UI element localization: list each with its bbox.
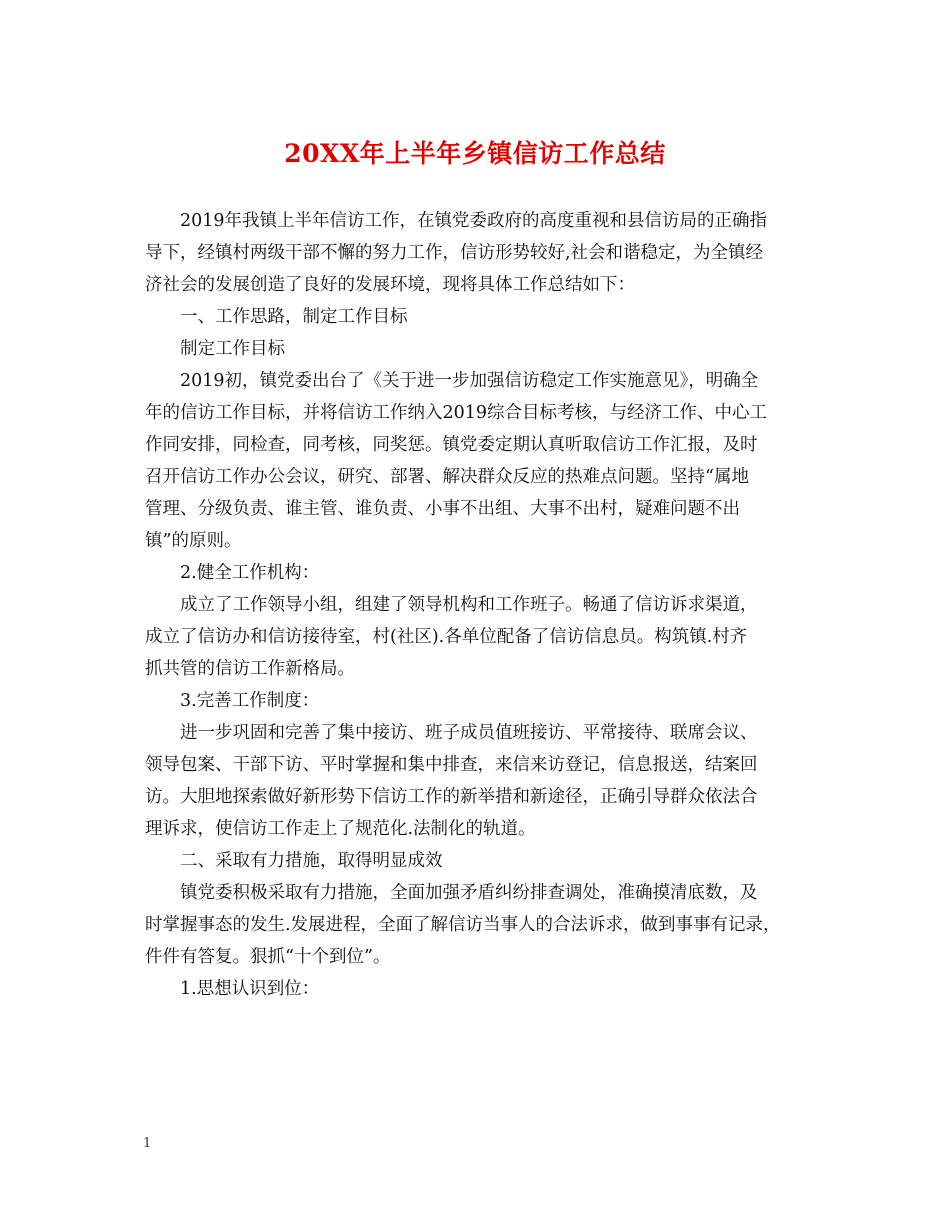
text-line: 进一步巩固和完善了集中接访、班子成员值班接访、平常接待、联席会议、	[180, 723, 758, 743]
text-line: 2019年我镇上半年信访工作，在镇党委政府的高度重视和县信访局的正确指	[180, 211, 768, 231]
text-line: 理诉求，使信访工作走上了规范化.法制化的轨道。	[145, 819, 536, 839]
text-line: 作同安排，同检查，同考核，同奖惩。镇党委定期认真听取信访工作汇报，及时	[145, 435, 758, 455]
text-line: 时掌握事态的发生.发展进程，全面了解信访当事人的合法诉求，做到事事有记录，	[145, 915, 781, 935]
text-line: 3.完善工作制度：	[180, 691, 320, 711]
text-line: 1.思想认识到位：	[180, 979, 320, 999]
text-line: 访。大胆地探索做好新形势下信访工作的新举措和新途径，正确引导群众依法合	[145, 787, 758, 807]
text-line: 镇党委积极采取有力措施，全面加强矛盾纠纷排查调处，准确摸清底数，及	[180, 883, 758, 903]
text-line: 济社会的发展创造了良好的发展环境，现将具体工作总结如下：	[145, 275, 635, 295]
text-line: 镇”的原则。	[145, 531, 242, 551]
page-number: 1	[143, 1136, 152, 1151]
text-line: 一、工作思路，制定工作目标	[180, 307, 408, 327]
text-line: 召开信访工作办公会议，研究、部署、解决群众反应的热难点问题。坚持“属地	[145, 467, 749, 487]
text-line: 成立了工作领导小组，组建了领导机构和工作班子。畅通了信访诉求渠道，	[180, 595, 758, 615]
document-title: 20XX年上半年乡镇信访工作总结	[284, 139, 666, 168]
text-line: 管理、分级负责、谁主管、谁负责、小事不出组、大事不出村，疑难问题不出	[145, 499, 740, 519]
text-line: 制定工作目标	[180, 339, 285, 359]
document-body	[145, 205, 817, 1005]
text-line: 领导包案、干部下访、平时掌握和集中排查，来信来访登记，信息报送，结案回	[145, 755, 758, 775]
text-line: 抓共管的信访工作新格局。	[145, 659, 355, 679]
text-line: 2019初，镇党委出台了《关于进一步加强信访稳定工作实施意见》，明确全	[180, 371, 759, 391]
text-line: 年的信访工作目标，并将信访工作纳入2019综合目标考核，与经济工作、中心工	[145, 403, 768, 423]
text-line: 2.健全工作机构：	[180, 563, 320, 583]
text-line: 导下，经镇村两级干部不懈的努力工作，信访形势较好,社会和谐稳定，为全镇经	[145, 243, 764, 263]
text-line: 件件有答复。狠抓“十个到位”。	[145, 947, 391, 967]
text-line: 成立了信访办和信访接待室，村(社区).各单位配备了信访信息员。构筑镇.村齐	[145, 627, 748, 647]
text-line: 二、采取有力措施，取得明显成效	[180, 851, 443, 871]
